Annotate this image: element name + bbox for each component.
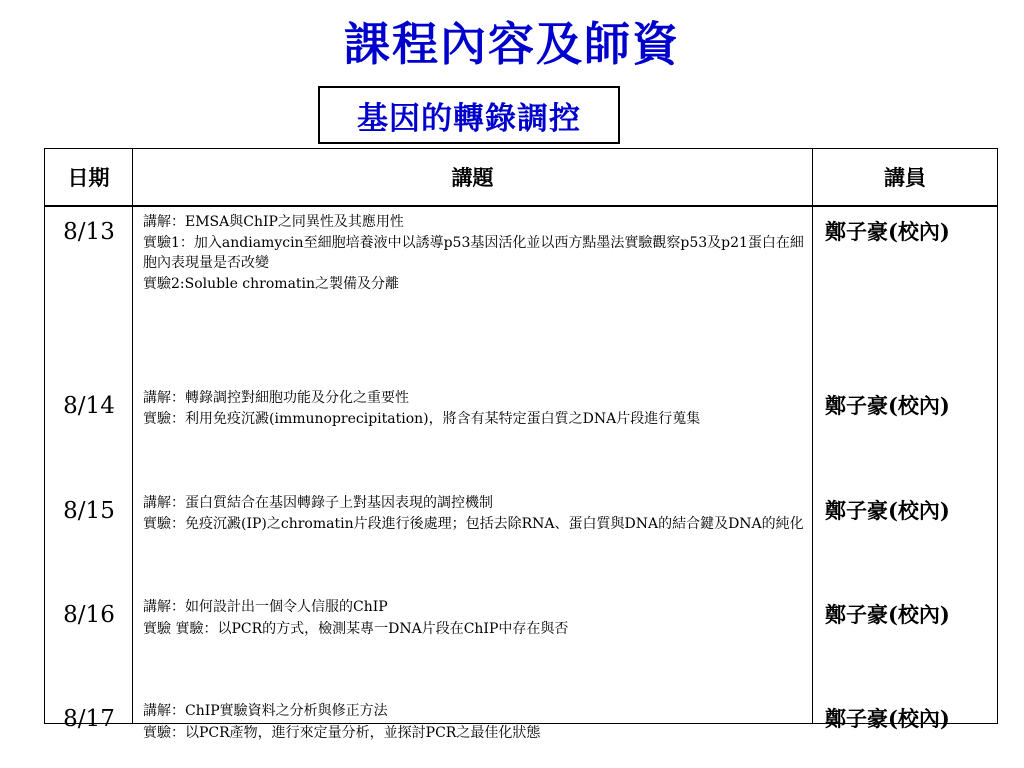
topic-line: 講解：ChIP實驗資料之分析與修正方法: [143, 703, 388, 719]
date-cell: 8/15: [63, 498, 115, 524]
topic-block: [143, 596, 809, 640]
header-date: 日期: [45, 149, 133, 207]
topic-line: 講解：如何設計出一個令人信服的ChIP: [143, 599, 388, 615]
speaker-cell: 鄭子豪(校內): [825, 393, 950, 418]
topic-line: 講解：EMSA與ChIP之同異性及其應用性: [143, 214, 404, 230]
topic-block: [143, 492, 809, 534]
date-cell: 8/16: [63, 602, 115, 628]
topic-line: 講解：蛋白質結合在基因轉錄子上對基因表現的調控機制: [143, 495, 493, 511]
topic-block: [143, 211, 809, 295]
topic-line: 實驗1：加入andiamycin至細胞培養液中以誘導p53基因活化並以西方點墨法實驗觀察p53及p21蛋白在細胞內表現量是否改變: [143, 235, 804, 271]
date-cell: 8/13: [63, 219, 115, 245]
speaker-cell: 鄭子豪(校內): [825, 219, 950, 244]
topic-line: 實驗 實驗：以PCR的方式，檢測某專一DNA片段在ChIP中存在與否: [143, 621, 569, 637]
topic-line: 實驗：利用免疫沉澱(immunoprecipitation)，將含有某特定蛋白質之DNA片段進行蒐集: [143, 411, 701, 427]
subtitle-box: [318, 86, 620, 144]
topic-block: [143, 700, 809, 744]
topic-line: 講解：轉錄調控對細胞功能及分化之重要性: [143, 390, 409, 406]
speaker-cell: 鄭子豪(校內): [825, 602, 950, 627]
date-cell: 8/14: [63, 393, 115, 419]
topic-block: [143, 387, 809, 429]
topic-line: 實驗：以PCR產物，進行來定量分析，並探討PCR之最佳化狀態: [143, 725, 541, 741]
header-topic: 講題: [133, 149, 813, 207]
topic-line: 實驗2:Soluble chromatin之製備及分離: [143, 276, 400, 292]
topic-column: [133, 206, 813, 741]
date-cell: 8/17: [63, 706, 115, 732]
topic-line: 實驗：免疫沉澱(IP)之chromatin片段進行後處理；包括去除RNA、蛋白質與DNA的結合鍵及DNA的純化: [143, 516, 804, 532]
subtitle: 基因的轉錄調控: [357, 100, 581, 137]
speaker-cell: 鄭子豪(校內): [825, 498, 950, 523]
table-body-row: [45, 206, 998, 724]
speaker-cell: 鄭子豪(校內): [825, 706, 950, 731]
header-speaker: 講員: [813, 149, 998, 207]
schedule-table: [44, 148, 998, 741]
date-column: [45, 206, 133, 732]
page-title: 課程內容及師資: [344, 17, 680, 71]
table-header-row: [45, 149, 998, 207]
speaker-column: [813, 206, 998, 731]
